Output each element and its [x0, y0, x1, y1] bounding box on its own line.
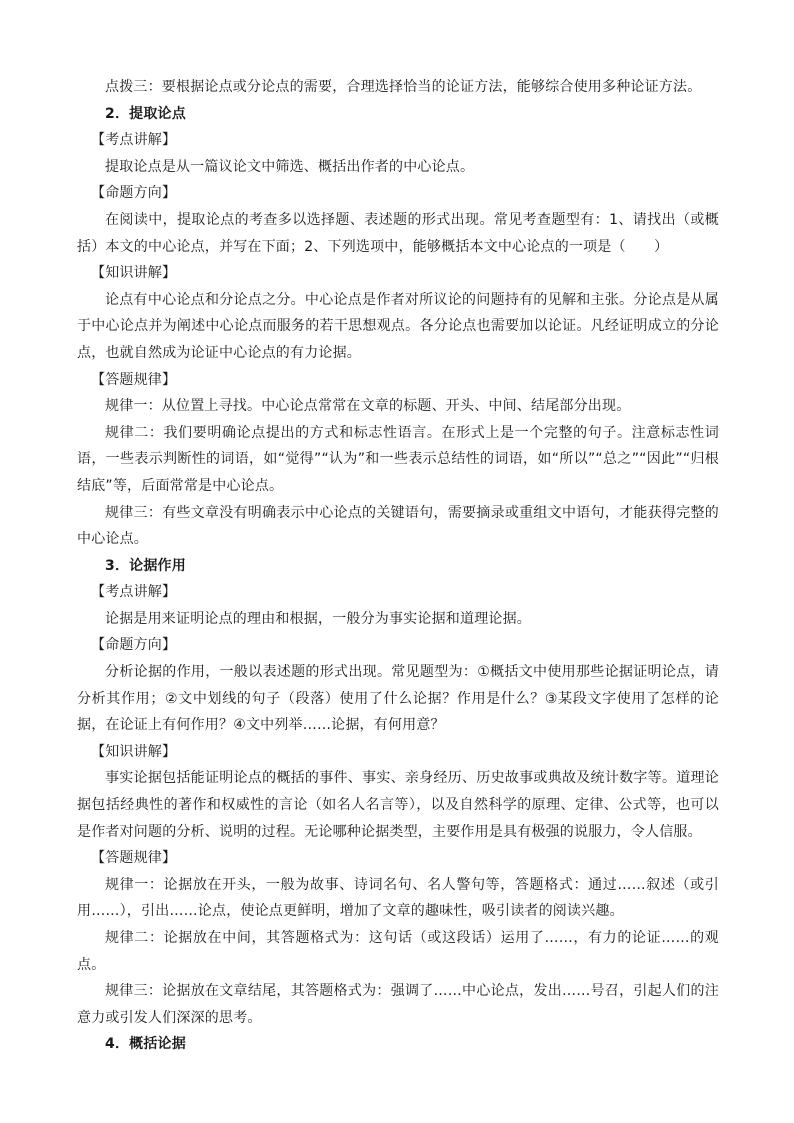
paragraph: 事实论据包括能证明论点的概括的事件、事实、亲身经历、历史故事或典故及统计数字等。道理论据包括经典性的著作和权威性的言论（如名人名言等），以及自然科学的原理、定律、公式等，也可以是作者对问题的分析、说明的过程。无论哪种论据类型，主要作用是具有极强的说服力，令人信服。 [77, 770, 719, 840]
section-tag: 【知识讲解】 [91, 743, 177, 760]
section-heading: 4．概括论据 [105, 1036, 186, 1053]
section-heading: 2．提取论点 [105, 105, 186, 122]
paragraph: 规律三：论据放在文章结尾，其答题格式为：强调了……中心论点，发出……号召，引起人们的注意力或引发人们深深的思考。 [77, 983, 719, 1026]
paragraph: 论据是用来证明论点的理由和根据，一般分为事实论据和道理论据。 [105, 610, 531, 627]
section-tag: 【答题规律】 [91, 850, 177, 867]
paragraph: 论点有中心论点和分论点之分。中心论点是作者对所议论的问题持有的见解和主张。分论点是从属于中心论点并为阐述中心论点而服务的若干思想观点。各分论点也需要加以论证。凡经证明成立的分论点，也就自然成为论证中心论点的有力论据。 [77, 291, 719, 361]
section-tag: 【命题方向】 [91, 185, 177, 202]
section-heading: 3．论据作用 [105, 557, 186, 574]
section-tag: 【考点讲解】 [91, 132, 177, 149]
paragraph: 规律三：有些文章没有明确表示中心论点的关键语句，需要摘录或重组文中语句，才能获得完整的中心论点。 [77, 504, 719, 548]
paragraph: 规律二：论据放在中间，其答题格式为：这句话（或这段话）运用了……，有力的论证……的观点。 [77, 930, 719, 973]
paragraph: 提取论点是从一篇议论文中筛选、概括出作者的中心论点。 [105, 158, 475, 175]
paragraph: 规律二：我们要明确论点提出的方式和标志性语言。在形式上是一个完整的句子。注意标志性词语，一些表示判断性的词语，如“觉得”“认为”和一些表示总结性的词语，如“所以”“总之”“因此”“归根结底”等，后面常常是中心论点。 [77, 424, 719, 494]
paragraph: 规律一：论据放在开头，一般为故事、诗词名句、名人警句等，答题格式：通过……叙述（或引用……），引出……论点，使论点更鲜明，增加了文章的趣味性，吸引读者的阅读兴趣。 [77, 876, 719, 920]
paragraph: 点拨三：要根据论点或分论点的需要，合理选择恰当的论证方法，能够综合使用多种论证方法。 [105, 79, 702, 95]
paragraph: 规律一：从位置上寻找。中心论点常常在文章的标题、开头、中间、结尾部分出现。 [105, 398, 631, 415]
section-tag: 【答题规律】 [91, 371, 177, 388]
section-tag: 【命题方向】 [91, 637, 177, 654]
section-tag: 【知识讲解】 [91, 265, 177, 282]
section-tag: 【考点讲解】 [91, 584, 177, 601]
document-page [77, 74, 719, 1058]
paragraph: 在阅读中，提取论点的考查多以选择题、表述题的形式出现。常见考查题型有：1、请找出（或概括）本文的中心论点，并写在下面；2、下列选项中，能够概括本文中心论点的一项是（ ） [77, 211, 719, 255]
paragraph: 分析论据的作用，一般以表述题的形式出现。常见题型为：①概括文中使用那些论据证明论点，请分析其作用；②文中划线的句子（段落）使用了什么论据？作用是什么？③某段文字使用了怎样的论据，在论证上有何作用？④文中列举……论据，有何用意？ [77, 664, 719, 734]
